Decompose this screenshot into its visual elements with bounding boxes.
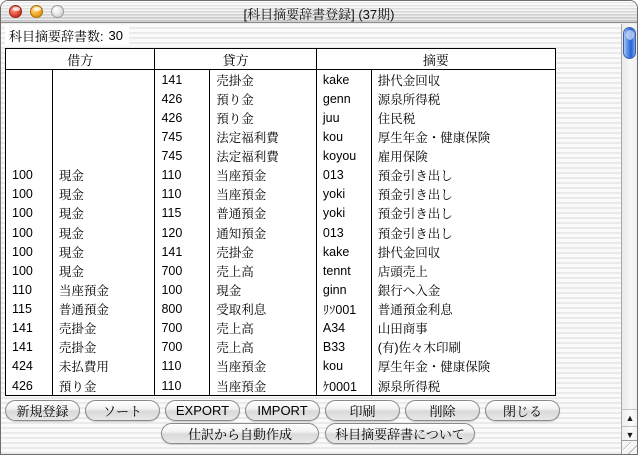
summary-code-cell: kake: [316, 70, 371, 89]
column-header-credit: 貸方: [154, 49, 315, 69]
dictionary-table: [5, 48, 556, 396]
summary-text-cell: (有)佐々木印刷: [371, 338, 555, 357]
credit-code-cell: 110: [154, 166, 209, 185]
credit-name-cell: 売掛金: [209, 70, 316, 89]
print-button[interactable]: 印刷: [325, 400, 400, 421]
vertical-scrollbar[interactable]: [621, 24, 637, 455]
credit-code-cell: 110: [154, 357, 209, 376]
debit-code-cell: 424: [12, 359, 33, 374]
table-row[interactable]: [6, 70, 555, 89]
table-row[interactable]: [6, 319, 555, 338]
credit-code-cell: 745: [154, 127, 209, 146]
summary-text-cell: 預金引き出し: [371, 166, 555, 185]
debit-code-cell: 426: [12, 378, 33, 393]
credit-code-cell: 100: [154, 280, 209, 299]
debit-code-cell: [6, 70, 52, 89]
summary-text-cell: 厚生年金・健康保険: [371, 357, 555, 376]
debit-name-cell: 売掛金: [52, 338, 155, 357]
debit-code-cell: [6, 147, 52, 166]
title-bar[interactable]: [1, 1, 637, 23]
debit-name-cell: 普通預金: [52, 300, 155, 319]
table-row[interactable]: [6, 127, 555, 146]
import-button[interactable]: IMPORT: [245, 400, 320, 421]
credit-name-cell: 売上高: [209, 261, 316, 280]
debit-code-cell: [6, 127, 52, 146]
summary-code-cell: 013: [316, 166, 371, 185]
table-header-row: [6, 49, 555, 70]
credit-code-cell: 141: [154, 70, 209, 89]
credit-code-cell: 110: [154, 376, 209, 395]
credit-code-cell: 800: [154, 300, 209, 319]
summary-code-cell: 013: [316, 223, 371, 242]
credit-code-cell: 700: [154, 338, 209, 357]
credit-name-cell: 当座預金: [209, 357, 316, 376]
close-button[interactable]: 閉じる: [485, 400, 560, 421]
credit-name-cell: 現金: [209, 280, 316, 299]
summary-text-cell: 銀行へ入金: [371, 280, 555, 299]
window-title: [科目摘要辞書登録] (37期): [243, 7, 395, 22]
debit-code-cell: 100: [12, 206, 33, 221]
debit-code-cell: 100: [12, 187, 33, 202]
debit-name-cell: 現金: [52, 261, 155, 280]
summary-code-cell: ﾘｿ001: [316, 300, 371, 319]
summary-text-cell: 住民税: [371, 108, 555, 127]
summary-code-cell: yoki: [316, 204, 371, 223]
debit-code-cell: 141: [12, 321, 33, 336]
summary-text-cell: 雇用保険: [371, 147, 555, 166]
debit-code-cell: 141: [12, 340, 33, 355]
credit-name-cell: 受取利息: [209, 300, 316, 319]
debit-name-cell: 現金: [52, 185, 155, 204]
summary-text-cell: 源泉所得税: [371, 89, 555, 108]
credit-name-cell: 通知預金: [209, 223, 316, 242]
scroll-up-icon[interactable]: ▲: [622, 409, 638, 425]
table-row[interactable]: [6, 376, 555, 395]
column-header-summary: 摘要: [316, 49, 555, 69]
summary-text-cell: 店頭売上: [371, 261, 555, 280]
debit-name-cell: 現金: [52, 223, 155, 242]
summary-text-cell: 預金引き出し: [371, 204, 555, 223]
debit-code-cell: 100: [12, 168, 33, 183]
debit-name-cell: [52, 70, 155, 89]
summary-text-cell: 掛代金回収: [371, 70, 555, 89]
credit-name-cell: 法定福利費: [209, 147, 316, 166]
export-button[interactable]: EXPORT: [165, 400, 240, 421]
summary-code-cell: tennt: [316, 261, 371, 280]
table-row[interactable]: [6, 204, 555, 223]
credit-code-cell: 110: [154, 185, 209, 204]
summary-code-cell: kou: [316, 357, 371, 376]
credit-name-cell: 売上高: [209, 319, 316, 338]
new-entry-button[interactable]: 新規登録: [5, 400, 80, 421]
summary-text-cell: 預金引き出し: [371, 223, 555, 242]
debit-code-cell: 110: [12, 282, 32, 297]
debit-code-cell: 100: [12, 263, 33, 278]
summary-text-cell: 源泉所得税: [371, 376, 555, 395]
table-row[interactable]: [6, 280, 555, 299]
table-row[interactable]: [6, 300, 555, 319]
summary-text-cell: 預金引き出し: [371, 185, 555, 204]
credit-code-cell: 115: [154, 204, 209, 223]
summary-code-cell: ginn: [316, 280, 371, 299]
debit-name-cell: [52, 89, 155, 108]
summary-code-cell: koyou: [316, 147, 371, 166]
credit-code-cell: 700: [154, 261, 209, 280]
about-dictionary-button[interactable]: 科目摘要辞書について: [325, 423, 475, 444]
summary-code-cell: ｹ0001: [316, 376, 371, 395]
credit-name-cell: 売掛金: [209, 242, 316, 261]
summary-text-cell: 厚生年金・健康保険: [371, 127, 555, 146]
debit-name-cell: 現金: [52, 204, 155, 223]
credit-name-cell: 売上高: [209, 338, 316, 357]
debit-name-cell: [52, 127, 155, 146]
delete-button[interactable]: 削除: [405, 400, 480, 421]
summary-text-cell: 普通預金利息: [371, 300, 555, 319]
window-content: [1, 24, 637, 455]
credit-code-cell: 426: [154, 89, 209, 108]
debit-name-cell: 売掛金: [52, 319, 155, 338]
table-row[interactable]: [6, 147, 555, 166]
debit-name-cell: [52, 108, 155, 127]
credit-code-cell: 141: [154, 242, 209, 261]
debit-name-cell: 預り金: [52, 376, 155, 395]
summary-code-cell: yoki: [316, 185, 371, 204]
summary-text-cell: 掛代金回収: [371, 242, 555, 261]
count-label: 科目摘要辞書数:: [9, 28, 104, 44]
debit-name-cell: [52, 147, 155, 166]
summary-code-cell: A34: [316, 319, 371, 338]
debit-code-cell: 115: [12, 302, 32, 317]
debit-code-cell: 100: [12, 225, 33, 240]
resize-grip-icon[interactable]: [621, 440, 637, 454]
summary-code-cell: juu: [316, 108, 371, 127]
credit-code-cell: 700: [154, 319, 209, 338]
summary-code-cell: kake: [316, 242, 371, 261]
table-row[interactable]: [6, 185, 555, 204]
debit-code-cell: 100: [12, 244, 33, 259]
credit-name-cell: 当座預金: [209, 166, 316, 185]
table-row[interactable]: [6, 89, 555, 108]
credit-code-cell: 426: [154, 108, 209, 127]
credit-name-cell: 法定福利費: [209, 127, 316, 146]
credit-name-cell: 当座預金: [209, 376, 316, 395]
summary-text-cell: 山田商事: [371, 319, 555, 338]
table-row[interactable]: [6, 338, 555, 357]
credit-name-cell: 当座預金: [209, 185, 316, 204]
debit-name-cell: 現金: [52, 166, 155, 185]
count-value: 30: [108, 27, 123, 43]
table-row[interactable]: [6, 242, 555, 261]
debit-code-cell: [6, 108, 52, 127]
table-row[interactable]: [6, 357, 555, 376]
credit-name-cell: 預り金: [209, 89, 316, 108]
dictionary-count-field: [5, 25, 129, 45]
debit-name-cell: 当座預金: [52, 280, 155, 299]
summary-code-cell: B33: [316, 338, 371, 357]
debit-name-cell: 現金: [52, 242, 155, 261]
summary-code-cell: kou: [316, 127, 371, 146]
debit-code-cell: [6, 89, 52, 108]
column-header-debit: 借方: [67, 52, 94, 68]
sort-button[interactable]: ソート: [85, 400, 160, 421]
credit-name-cell: 預り金: [209, 108, 316, 127]
table-body: [6, 70, 555, 395]
table-row[interactable]: [6, 166, 555, 185]
auto-create-from-journal-button[interactable]: 仕訳から自動作成: [161, 423, 319, 444]
summary-code-cell: genn: [316, 89, 371, 108]
scroll-down-icon[interactable]: ▼: [622, 426, 638, 442]
scrollbar-thumb[interactable]: [623, 27, 636, 59]
debit-name-cell: 未払費用: [52, 357, 155, 376]
credit-name-cell: 普通預金: [209, 204, 316, 223]
table-row[interactable]: [6, 223, 555, 242]
table-row[interactable]: [6, 108, 555, 127]
credit-code-cell: 745: [154, 147, 209, 166]
credit-code-cell: 120: [154, 223, 209, 242]
table-row[interactable]: [6, 261, 555, 280]
